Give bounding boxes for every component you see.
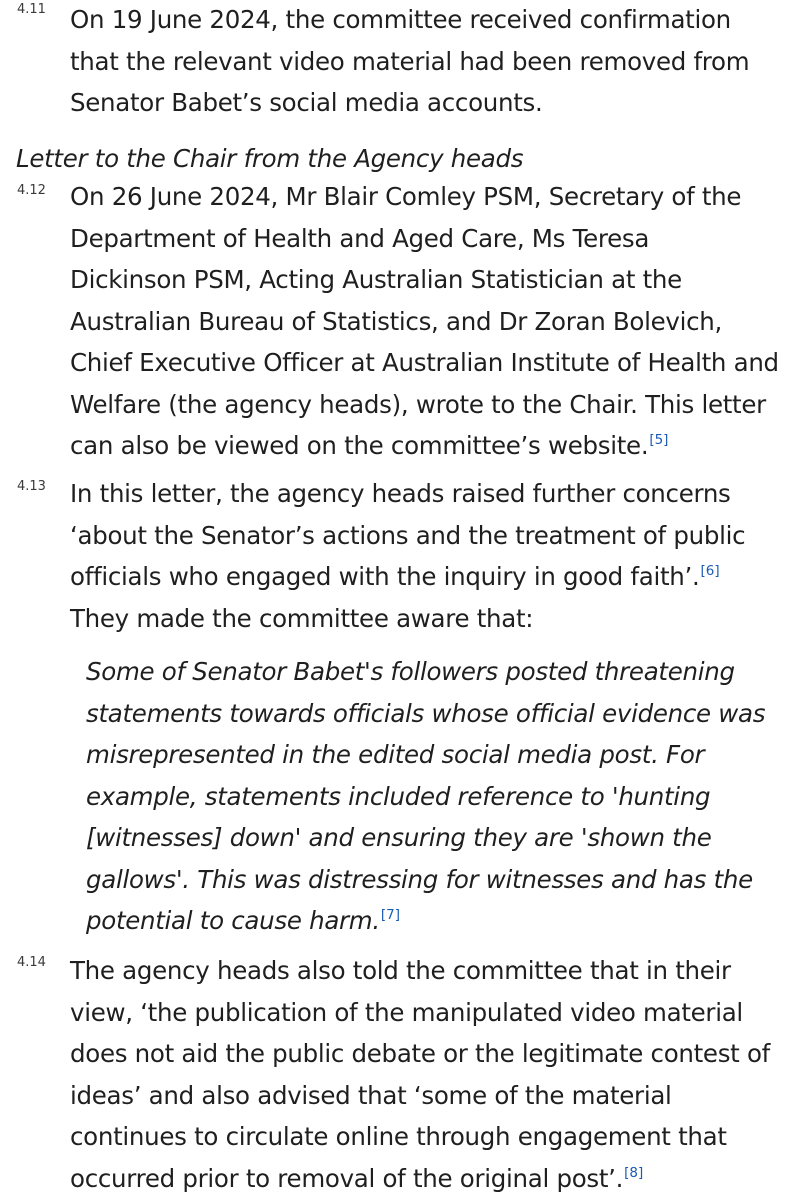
footnote-link-7[interactable]: [7]: [380, 907, 400, 923]
quote-line: example, statements included reference to 'hunting: [86, 781, 711, 811]
line-text: officials who engaged with the inquiry in good faith’.: [70, 562, 700, 591]
quote-line: Some of Senator Babet's followers posted threatening: [86, 657, 735, 686]
line-text: can also be viewed on the committee’s website.: [70, 431, 649, 460]
text-line: Senator Babet’s social media accounts.: [70, 88, 543, 117]
text-line: On 26 June 2024, Mr Blair Comley PSM, Secretary of the: [70, 182, 742, 211]
text-line: In this letter, the agency heads raised further concerns: [70, 479, 731, 508]
paragraph-number: 4.11: [17, 2, 46, 17]
text-line: does not aid the public debate or the legitimate contest of: [70, 1039, 770, 1068]
text-line: Department of Health and Aged Care, Ms Teresa: [70, 223, 650, 253]
text-line: ideas’ and also advised that ‘some of the material: [70, 1080, 672, 1110]
paragraph-number: 4.14: [17, 955, 46, 970]
text-line: Chief Executive Officer at Australian Institute of Health and: [70, 348, 779, 377]
paragraph-number: 4.13: [17, 479, 46, 494]
text-line: They made the committee aware that:: [70, 603, 534, 633]
quote-line: statements towards officials whose official evidence was: [86, 698, 766, 728]
paragraph-number: 4.12: [17, 183, 46, 198]
text-line: Welfare (the agency heads), wrote to the Chair. This letter: [70, 389, 766, 419]
quote-line: misrepresented in the edited social media post. For: [86, 740, 705, 769]
paragraph-text: [70, 176, 785, 467]
line-text: occurred prior to removal of the original post’.: [70, 1163, 624, 1193]
text-line: Australian Bureau of Statistics, and Dr Zoran Bolevich,: [70, 306, 722, 336]
text-line: continues to circulate online through engagement that: [70, 1122, 727, 1151]
quote-line: [witnesses] down' and ensuring they are 'shown the: [86, 823, 712, 852]
quote-line: [86, 900, 786, 942]
text-line: view, ‘the publication of the manipulated video material: [70, 997, 743, 1027]
block-quote: [86, 651, 786, 942]
footnote-link-6[interactable]: [6]: [700, 563, 720, 579]
text-line: ‘about the Senator’s actions and the treatment of public: [70, 520, 746, 550]
text-line: [70, 556, 785, 598]
text-line: On 19 June 2024, the committee received confirmation: [70, 5, 731, 34]
text-line: [70, 1158, 785, 1200]
section-subheading: Letter to the Chair from the Agency heads: [16, 144, 524, 173]
footnote-link-8[interactable]: [8]: [624, 1164, 644, 1181]
quote-line: gallows'. This was distressing for witnesses and has the: [86, 864, 753, 894]
paragraph-text: [70, 473, 785, 639]
text-line: The agency heads also told the committee that in their: [70, 956, 731, 985]
paragraph-text: [70, 950, 785, 1199]
line-text: potential to cause harm.: [86, 906, 380, 935]
text-line: that the relevant video material had been removed from: [70, 46, 750, 76]
footnote-link-5[interactable]: [5]: [649, 432, 669, 448]
paragraph-text: [70, 0, 785, 124]
text-line: Dickinson PSM, Acting Australian Statistician at the: [70, 265, 682, 294]
text-line: [70, 425, 785, 467]
